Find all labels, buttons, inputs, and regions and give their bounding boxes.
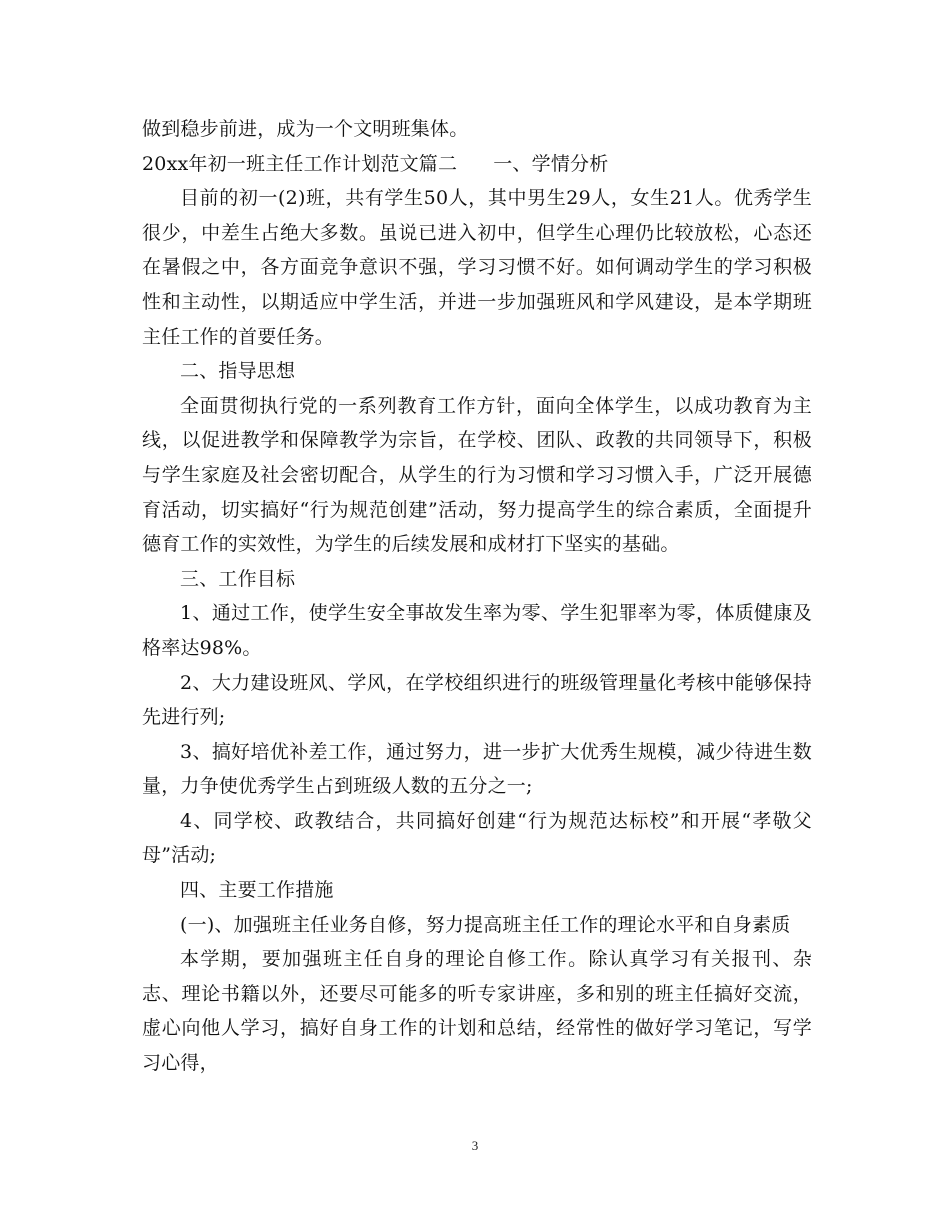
subsection-heading-self-study: (一)、加强班主任业务自修，努力提高班主任工作的理论水平和自身素质 (180, 913, 791, 936)
section-heading-main-measures: 四、主要工作措施 (180, 879, 334, 902)
paragraph-guiding-thought: 全面贯彻执行党的一系列教育工作方针，面向全体学生，以成功教育为主线，以促进教学和保障教学为宗旨，在学校、团队、政教的共同领导下，积极与学生家庭及社会密切配合，从学生的行为习惯和学习习惯入手，广泛开展德育活动，切实搞好“行为规范创建”活动，努力提高学生的综合素质，全面提升德育工作的实效性，为学生的后续发展和成材打下坚实的基础。 (142, 394, 812, 556)
section-heading-guiding-thought: 二、指导思想 (180, 360, 296, 383)
title-line (142, 147, 812, 182)
goal-item-2: 2、大力建设班风、学风，在学校组织进行的班级管理量化考核中能够保持先进行列; (142, 671, 812, 729)
goal-item-3: 3、搞好培优补差工作，通过努力，进一步扩大优秀生规模，减少待进生数量，力争使优秀学生占到班级人数的五分之一; (142, 740, 812, 798)
document-title: 20xx年初一班主任工作计划范文篇二 (142, 152, 458, 175)
page-number: 3 (471, 1138, 479, 1153)
document-body (142, 112, 812, 1081)
paragraph-student-analysis: 目前的初一(2)班，共有学生50人，其中男生29人，女生21人。优秀学生很少，中差生占绝大多数。虽说已进入初中，但学生心理仍比较放松，心态还在暑假之中，各方面竞争意识不强，学习习惯不好。如何调动学生的学习积极性和主动性，以期适应中学生活，并进一步加强班风和学风建设，是本学期班主任工作的首要任务。 (142, 187, 812, 348)
paragraph-self-study: 本学期，要加强班主任自身的理论自修工作。除认真学习有关报刊、杂志、理论书籍以外，还要尽可能多的听专家讲座，多和别的班主任搞好交流，虚心向他人学习，搞好自身工作的计划和总结，经常性的做好学习笔记，写学习心得， (142, 948, 812, 1075)
goal-item-1: 1、通过工作，使学生安全事故发生率为零、学生犯罪率为零，体质健康及格率达98%。 (142, 602, 812, 659)
goal-item-4: 4、同学校、政教结合，共同搞好创建“行为规范达标校”和开展“孝敬父母”活动; (142, 809, 812, 867)
section-heading-work-goals: 三、工作目标 (180, 567, 296, 590)
section-heading-analysis: 一、学情分析 (493, 152, 609, 175)
continuation-line: 做到稳步前进，成为一个文明班集体。 (142, 118, 469, 140)
